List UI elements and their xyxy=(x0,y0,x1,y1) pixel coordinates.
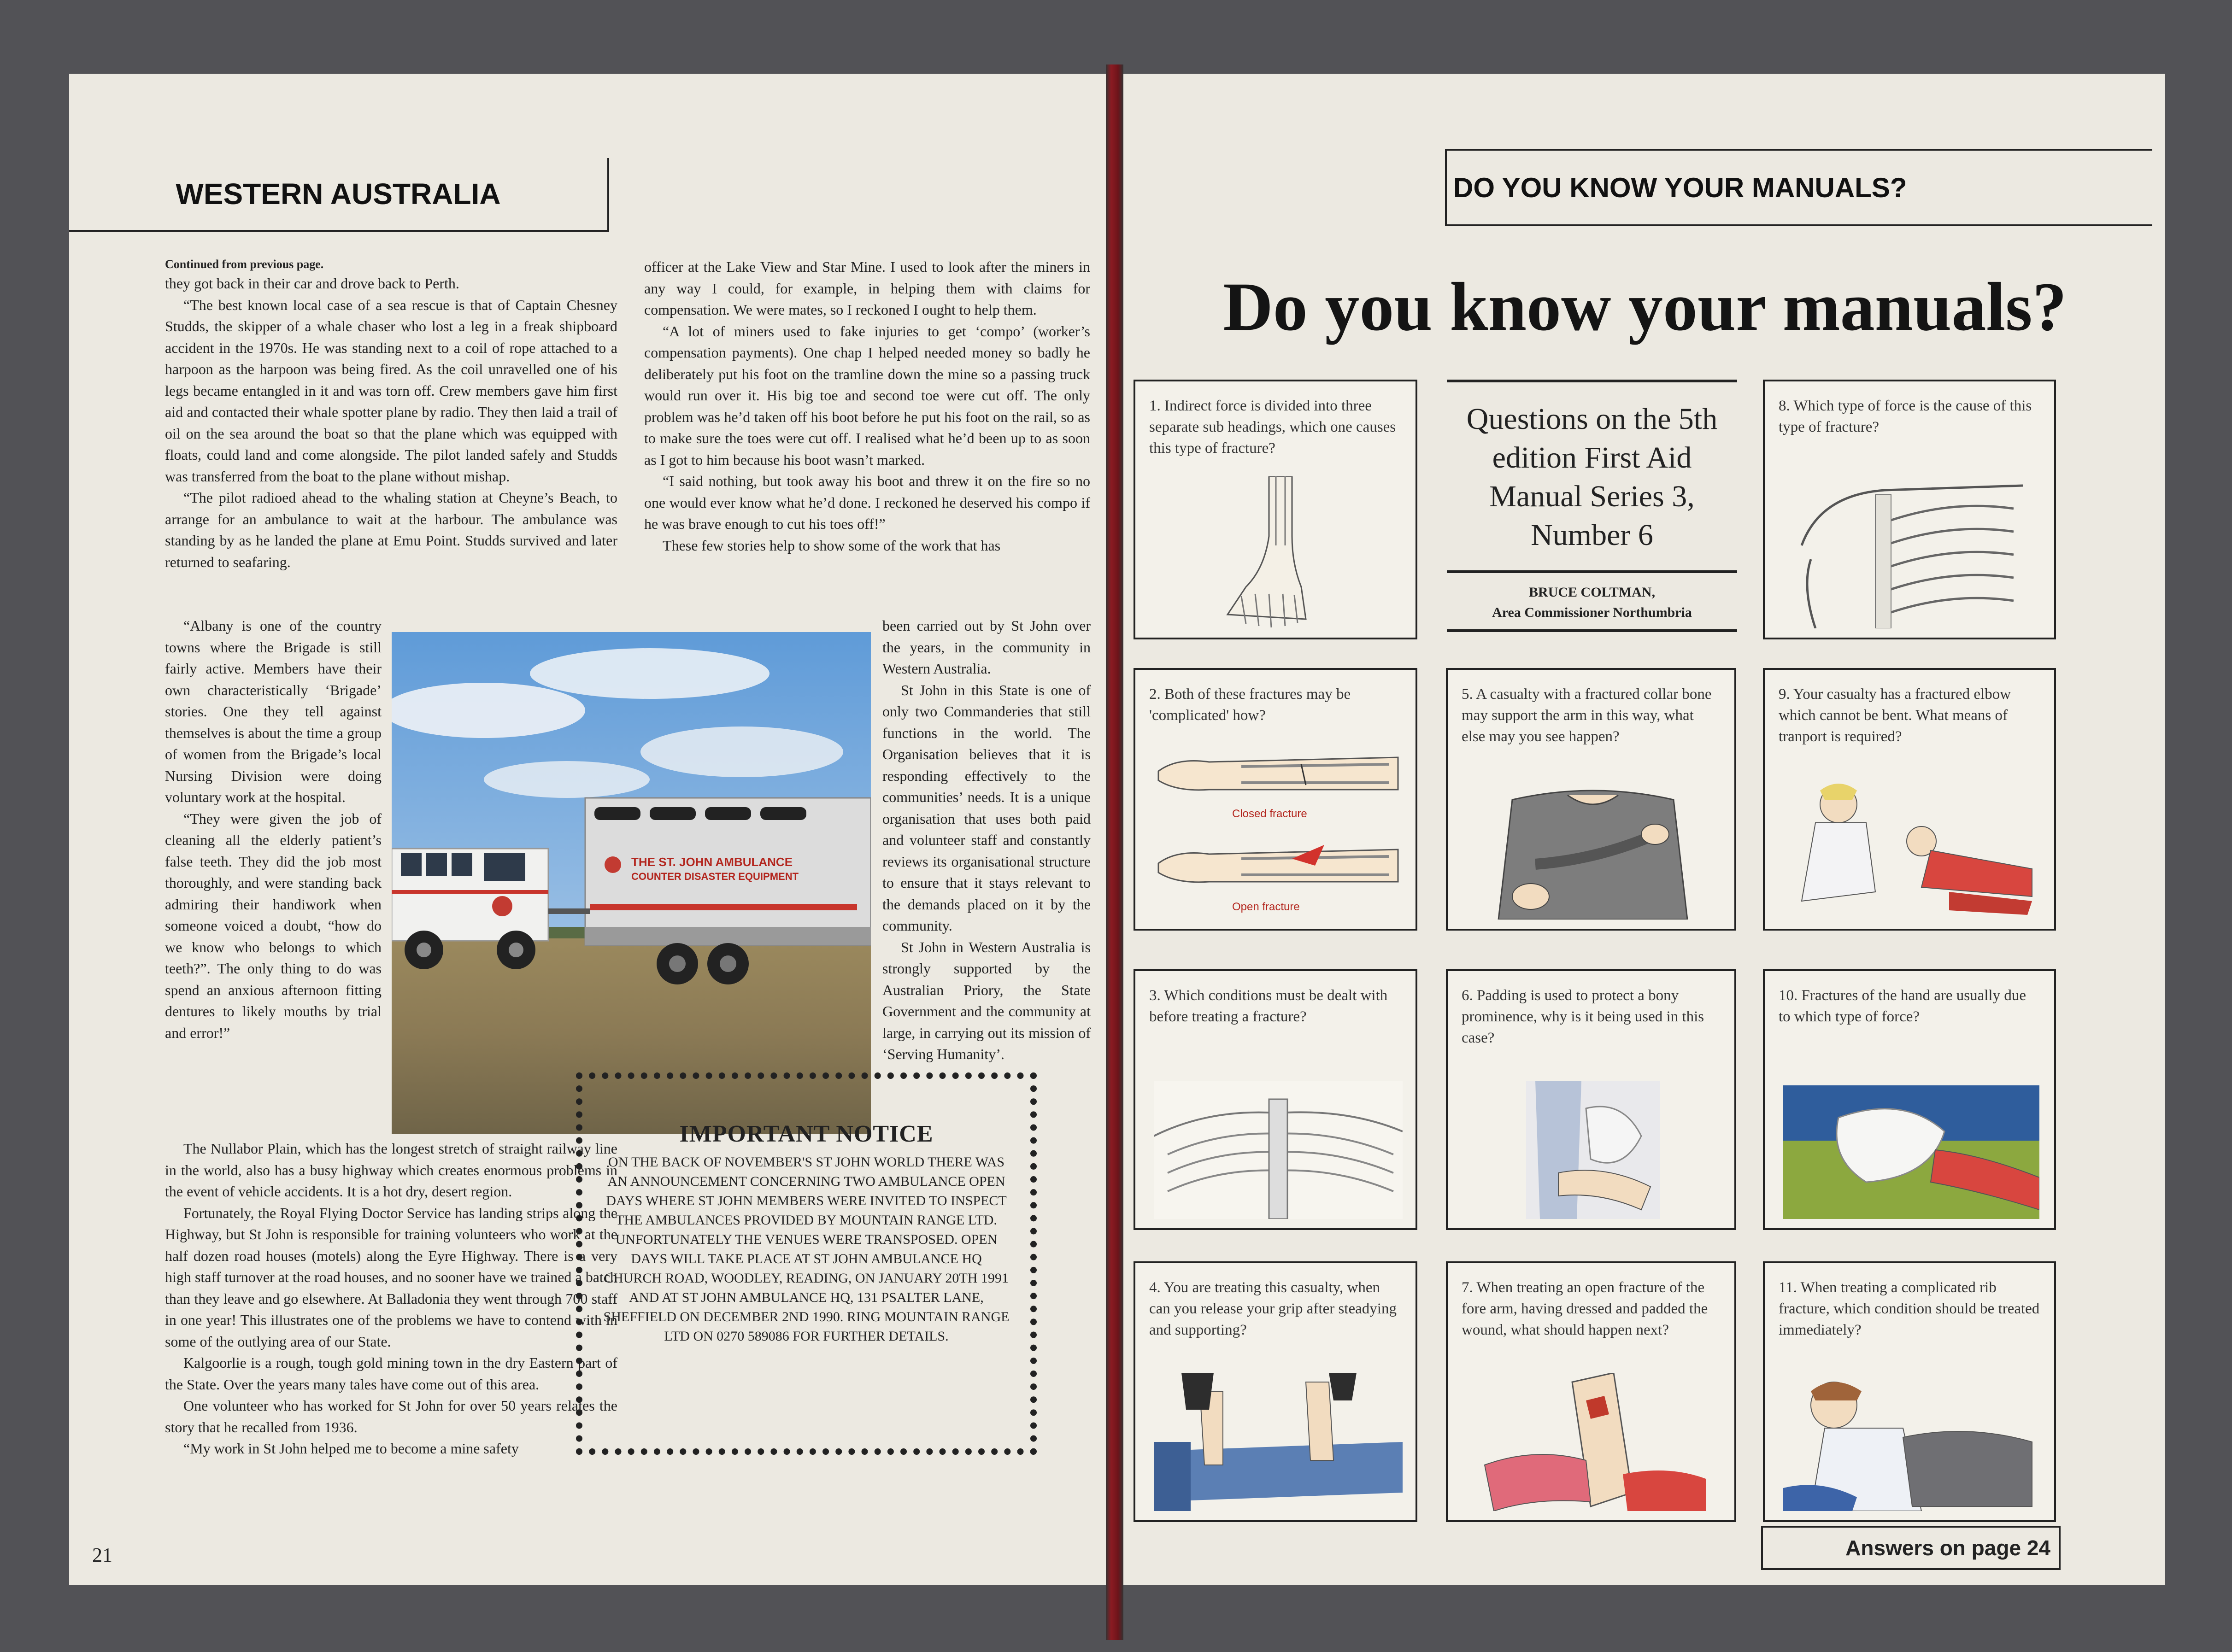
paragraph: St John in Western Australia is strongly supported by the Australian Priory, the State Government and the community at large, in carrying out its mission of ‘Serving Humanity’. xyxy=(882,938,1091,1062)
closed-fracture-label: Closed fracture xyxy=(1232,808,1307,820)
paragraph: “Albany is one of the country towns where the Brigade is still fairly active. Members have their own characteristically ‘Brigade’ stories. One they tell against themselves is about the time a group of women from the Brigade’s local Nursing Division were doing voluntary work at the hospital. xyxy=(165,617,382,805)
question-text: 1. Indirect force is divided into three separate sub headings, which one causes this type of fracture? xyxy=(1149,398,1396,457)
question-5 xyxy=(1446,668,1736,931)
collarbone-illustration xyxy=(1466,781,1720,920)
continued-note: Continued from previous page. xyxy=(165,258,324,271)
paragraph: “The pilot radioed ahead to the whaling station at Cheyne’s Beach, to arrange for an ambulance to wait at the harbour. The ambulance was standing by as he landed the plane at Emu Point. Studds survived and later returned to seafaring. xyxy=(165,489,617,570)
paragraph: One volunteer who has worked for St John for over 50 years relates the story that he recalled from 1936. xyxy=(165,1397,617,1435)
question-text: 10. Fractures of the hand are usually due to which type of force? xyxy=(1779,987,2026,1025)
question-text: 11. When treating a complicated rib fracture, which condition should be treated immediately? xyxy=(1779,1279,2040,1338)
question-text: 2. Both of these fractures may be 'complicated' how? xyxy=(1149,686,1351,724)
ambulance-photo xyxy=(392,632,871,1134)
answers-reference: Answers on page 24 xyxy=(1761,1526,2061,1570)
open-fracture-label: Open fracture xyxy=(1232,901,1300,913)
paragraph: “The best known local case of a sea rescue is that of Captain Chesney Studds, the skipper of a whale chaser who lost a leg in a freak shipboard accident in the 1970s. He was standing next to a coil of rope attached to a harpoon as the harpoon was being fired. As the coil unravelled one of his legs became entangled in it and was torn off. Crew members gave him first aid and contacted their whale spotter plane by radio. They then laid a trail of oil on the sea around the boat so that the plane which was equipped with floats, could land and come alongside. The pilot landed safely and Studds was transferred from the boat to the plane without mishap. xyxy=(165,296,617,485)
question-10 xyxy=(1763,969,2056,1230)
question-text: 4. You are treating this casualty, when can you release your grip after steadying and supporting? xyxy=(1149,1279,1397,1338)
question-text: 6. Padding is used to protect a bony prominence, why is it being used in this case? xyxy=(1462,987,1704,1046)
trailer-text-2: COUNTER DISASTER EQUIPMENT xyxy=(631,871,799,882)
question-4 xyxy=(1134,1261,1417,1522)
left-column-2 xyxy=(644,256,1090,556)
shoulder-skeleton-illustration xyxy=(1783,467,2039,628)
paragraph: St John in this State is one of only two Commanderies that still functions in the world. The Organisation believes that it is responding effectively to the communities’ needs. It is a unique organisation that uses both paid and volunteer staff and constantly reviews its organisational structure to ensure that it stays relevant to the demands placed on it by the community. xyxy=(882,681,1091,934)
paragraph: “They were given the job of cleaning all the elderly patient’s false teeth. They did the job most thoroughly, and were standing back admiring their handiwork when someone voiced a doubt, “how do we know who belongs to which teeth?”. The only thing to do was spend an anxious afternoon fitting dentures to likely mouths by trial and error!” xyxy=(165,810,382,1041)
paragraph: Fortunately, the Royal Flying Doctor Service has landing strips along the Highway, but St John is responsible for training volunteers who work at the half dozen road houses (motels) along the Eyre Highway. There is a very high staff turnover at the road houses, and no sooner have we trained a batch than they leave and go elsewhere. At Balladonia they went through 700 staff in one year! This illustrates one of the problems we have to contend with in some of the outlying area of our State. xyxy=(165,1204,617,1350)
paragraph: “A lot of miners used to fake injuries to get ‘compo’ (worker’s compensation payments). One chap I helped needed money so badly he deliberately put his foot on the tramline down the mine so a passing truck would run over it. His big toe and second toe were cut off. The only problem was he’d taken off his boot before he put his foot on the rail, so as to make sure the toes were cut off. I realised what he’d been up to as soon as I got to him because his boot wasn’t marked. xyxy=(644,322,1090,468)
padding-illustration xyxy=(1466,1081,1720,1219)
question-text: 7. When treating an open fracture of the fore arm, having dressed and padded the wound, what should happen next? xyxy=(1462,1279,1708,1338)
book-gutter xyxy=(1106,64,1123,1640)
author-role: Area Commissioner Northumbria xyxy=(1492,605,1692,620)
paragraph: “I said nothing, but took away his boot and threw it on the fire so no one would ever know what he’d done. I reckoned he deserved his compo if he was brave enough to cut his toes off!” xyxy=(644,473,1090,532)
page-title: Do you know your manuals? xyxy=(1223,269,2067,345)
question-8 xyxy=(1763,380,2056,639)
question-2 xyxy=(1134,668,1417,931)
important-notice xyxy=(576,1072,1037,1455)
casualty-transport-illustration xyxy=(1783,781,2039,920)
paragraph: The Nullabor Plain, which has the longest stretch of straight railway line in the world, also has a busy highway which creates enormous problems in the event of vehicle accidents. It is a hot dry, desert region. xyxy=(165,1140,617,1200)
series-info xyxy=(1447,380,1737,632)
forearm-fractures-illustration xyxy=(1149,739,1407,923)
question-text: 9. Your casualty has a fractured elbow which cannot be bent. What means of tranport is required? xyxy=(1779,686,2011,745)
question-7 xyxy=(1446,1261,1736,1522)
forearm-dressing-illustration xyxy=(1466,1373,1720,1511)
section-header: DO YOU KNOW YOUR MANUALS? xyxy=(1445,149,2152,226)
question-text: 3. Which conditions must be dealt with before treating a fracture? xyxy=(1149,987,1388,1025)
hand-fracture-illustration xyxy=(1783,1085,2039,1219)
trailer-text-1: THE ST. JOHN AMBULANCE xyxy=(631,855,793,869)
question-text: 8. Which type of force is the cause of this type of fracture? xyxy=(1779,398,2032,435)
leg-support-illustration xyxy=(1154,1373,1403,1511)
section-header: WESTERN AUSTRALIA xyxy=(69,158,609,232)
notice-title: IMPORTANT NOTICE xyxy=(679,1121,934,1147)
notice-paragraph: UNFORTUNATELY THE VENUES WERE TRANSPOSED. OPEN DAYS WILL TAKE PLACE AT ST JOHN AMBULANCE HQ CHURCH ROAD, WOODLEY, READING, ON JANUARY 20TH 1991 AND AT ST JOHN AMBULANCE HQ, 131 PSALTER LANE, SHEFFIELD ON DECEMBER 2ND 1990. RING MOUNTAIN RANGE LTD ON 0270 589086 FOR FURTHER DETAILS. xyxy=(603,1232,1010,1344)
left-column-2-narrow xyxy=(882,615,1091,1065)
question-9 xyxy=(1763,668,2056,931)
paragraph: “My work in St John helped me to become a mine safety xyxy=(183,1440,519,1457)
question-3 xyxy=(1134,969,1417,1230)
foot-illustration xyxy=(1154,476,1403,628)
ambulance-photo-image xyxy=(392,632,871,1134)
question-text: 5. A casualty with a fractured collar bone may support the arm in this way, what else may you see happen? xyxy=(1462,686,1712,745)
ribcage-illustration xyxy=(1154,1081,1403,1219)
paragraph: These few stories help to show some of the work that has xyxy=(663,537,1001,554)
left-column-1 xyxy=(165,256,617,573)
left-column-1-narrow xyxy=(165,615,382,1043)
question-1 xyxy=(1134,380,1417,639)
left-column-1-bottom xyxy=(165,1138,617,1459)
paragraph: they got back in their car and drove back to Perth. xyxy=(165,275,459,292)
question-6 xyxy=(1446,969,1736,1230)
paragraph: been carried out by St John over the years, in the community in Western Australia. xyxy=(882,617,1091,677)
paragraph: officer at the Lake View and Star Mine. I used to look after the miners in any way I could, for example, in helping them with claims for compensation. We were mates, so I reckoned I ought to help them. xyxy=(644,258,1090,318)
paragraph: Kalgoorlie is a rough, tough gold mining town in the dry Eastern part of the State. Over the years many tales have come out of this area. xyxy=(165,1354,617,1393)
author-name: BRUCE COLTMAN, xyxy=(1529,585,1655,600)
page-number: 21 xyxy=(92,1544,112,1566)
question-11 xyxy=(1763,1261,2056,1522)
series-heading: Questions on the 5th edition First Aid Manual Series 3, Number 6 xyxy=(1466,402,1718,552)
rib-fracture-casualty-illustration xyxy=(1783,1373,2039,1511)
notice-paragraph: ON THE BACK OF NOVEMBER'S ST JOHN WORLD THERE WAS AN ANNOUNCEMENT CONCERNING TWO AMBULANCE OPEN DAYS WHERE ST JOHN MEMBERS WERE INVITED TO INSPECT THE AMBULANCES PROVIDED BY MOUNTAIN RANGE LTD. xyxy=(606,1154,1007,1228)
